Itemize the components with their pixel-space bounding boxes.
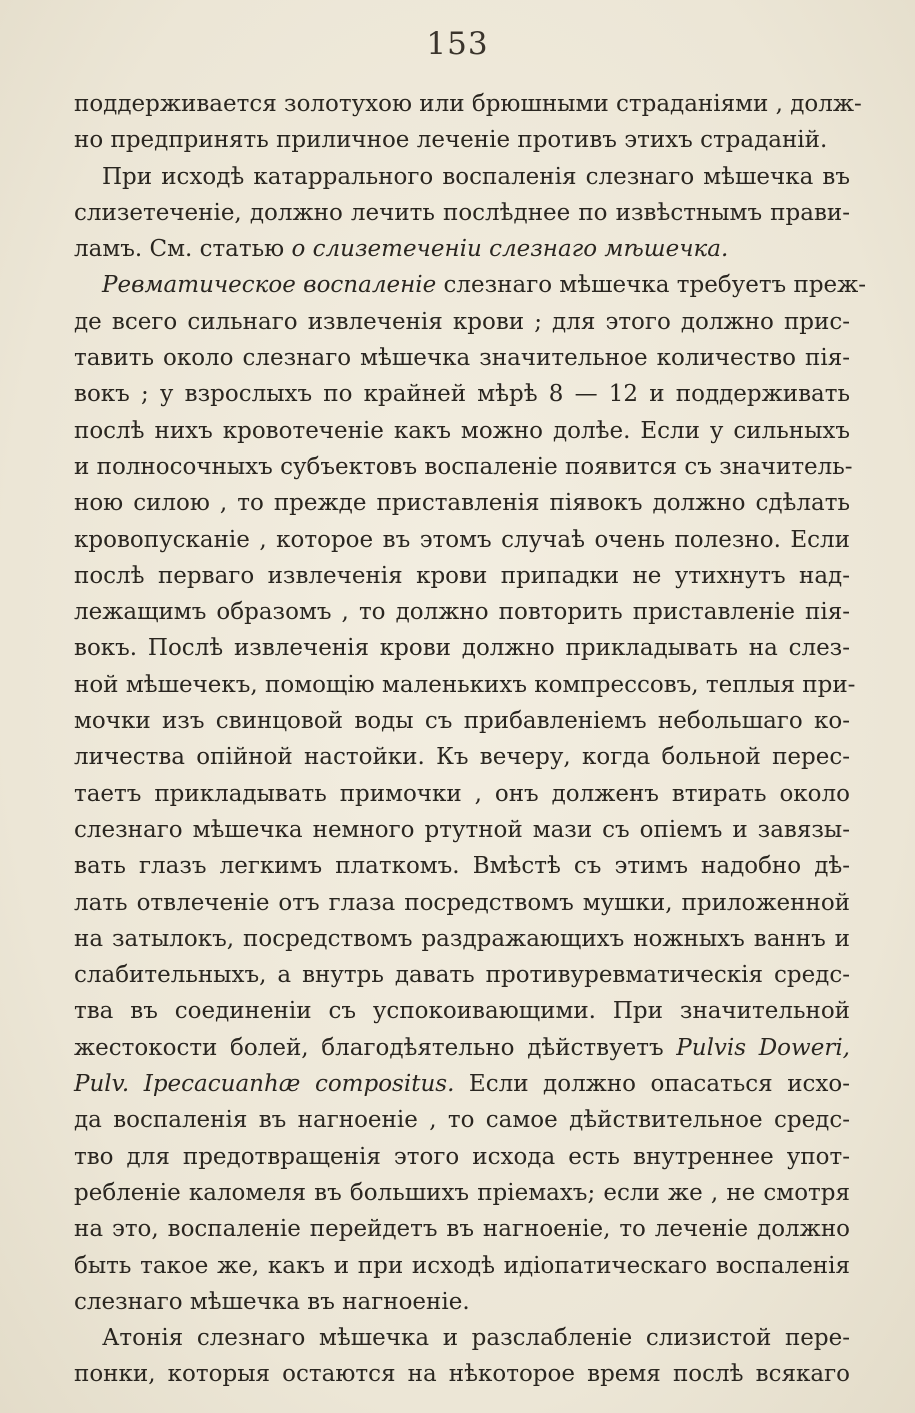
text-line xyxy=(74,1175,850,1211)
text-run: вокъ. Послѣ извлеченія крови должно прикладывать на слез- xyxy=(74,635,850,662)
text-line xyxy=(74,376,850,412)
text-run: жестокости болей, благодѣятельно дѣйствуетъ xyxy=(74,1034,664,1061)
text-line xyxy=(74,340,850,376)
italic-run: Ревматическое воспаленіе xyxy=(102,272,437,299)
text-line xyxy=(74,267,867,303)
text-run: Атонія слезнаго мѣшечка и разслабленіе слизистой пере- xyxy=(102,1325,850,1352)
text-run: на затылокъ, посредствомъ раздражающихъ ножныхъ ваннъ и xyxy=(74,925,850,952)
text-line xyxy=(74,413,850,449)
text-line xyxy=(74,921,850,957)
text-run: ною силою , то прежде приставленія піявокъ должно сдѣлать xyxy=(74,490,850,517)
text-line xyxy=(74,739,850,775)
text-run: и полносочныхъ субъектовъ воспаленіе появится съ значитель- xyxy=(74,453,853,480)
text-run: на это, воспаленіе перейдетъ въ нагноеніе, то леченіе должно xyxy=(74,1216,850,1243)
text-run: слабительныхъ, а внутрь давать противуревматическія средс- xyxy=(74,962,850,989)
text-line xyxy=(74,776,850,812)
text-line xyxy=(74,594,850,630)
text-run: понки, которыя остаются на нѣкоторое время послѣ всякаго xyxy=(74,1361,850,1388)
text-line xyxy=(74,304,850,340)
text-run: ной мѣшечекъ, помощію маленькихъ компрессовъ, теплыя при- xyxy=(74,671,856,698)
text-run: слезнаго мѣшечка требуетъ преж- xyxy=(436,272,867,299)
text-run: таетъ прикладывать примочки , онъ долженъ втирать около xyxy=(74,780,850,807)
text-line xyxy=(74,485,850,521)
text-line xyxy=(74,522,850,558)
text-line xyxy=(74,848,850,884)
text-line xyxy=(74,1102,850,1138)
italic-run: Pulv. Ipecacuanhæ compositus. xyxy=(74,1071,455,1098)
text-run: ламъ. См. статью xyxy=(74,236,285,263)
text-line xyxy=(74,630,850,666)
text-run: да воспаленія въ нагноеніе , то самое дѣйствительное средс- xyxy=(74,1107,850,1134)
text-run: лежащимъ образомъ , то должно повторить приставленіе пія- xyxy=(74,599,850,626)
text-run: послѣ нихъ кровотеченіе какъ можно долѣе. Если у сильныхъ xyxy=(74,417,850,444)
text-line xyxy=(74,1320,850,1356)
text-line xyxy=(74,1248,850,1284)
text-run: послѣ перваго извлеченія крови припадки не утихнутъ над- xyxy=(74,562,850,589)
text-line xyxy=(74,449,853,485)
italic-run: о слизетеченіи слезнаго мѣшечка. xyxy=(291,236,729,263)
text-run: слизетеченіе, должно лечить послѣднее по извѣстнымъ прави- xyxy=(74,199,850,226)
text-line xyxy=(74,1356,850,1392)
text-run: тавить около слезнаго мѣшечка значительное количество пія- xyxy=(74,345,850,372)
text-line xyxy=(74,993,850,1029)
text-run: Если должно опасаться исхо- xyxy=(454,1071,850,1098)
text-run: При исходѣ катаррального воспаленія слезнаго мѣшечка въ xyxy=(102,163,850,190)
text-run: но предпринять приличное леченіе противъ этихъ страданій. xyxy=(74,127,828,154)
text-line xyxy=(74,812,850,848)
text-line xyxy=(74,558,850,594)
text-run: быть такое же, какъ и при исходѣ идіопатическаго воспаленія xyxy=(74,1252,850,1279)
text-run: кровопусканіе , которое въ этомъ случаѣ очень полезно. Если xyxy=(74,526,850,553)
text-run: вать глазъ легкимъ платкомъ. Вмѣстѣ съ этимъ надобно дѣ- xyxy=(74,853,850,880)
body-text xyxy=(74,86,867,1393)
text-run: слезнаго мѣшечка въ нагноеніе. xyxy=(74,1288,470,1315)
text-line xyxy=(74,122,850,158)
text-line xyxy=(74,195,850,231)
text-line xyxy=(74,86,862,122)
text-line xyxy=(74,957,850,993)
text-run: де всего сильнаго извлеченія крови ; для этого должно прис- xyxy=(74,308,850,335)
text-line xyxy=(74,231,850,267)
text-line xyxy=(74,159,850,195)
text-run: лать отвлеченіе отъ глаза посредствомъ мушки, приложенной xyxy=(74,889,850,916)
text-run: тва въ соединеніи съ успокоивающими. При значительной xyxy=(74,998,850,1025)
text-run: вокъ ; у взрослыхъ по крайней мѣрѣ 8 — 12 и поддерживать xyxy=(74,381,850,408)
text-line xyxy=(74,1139,850,1175)
text-line xyxy=(74,1284,850,1320)
text-run: слезнаго мѣшечка немного ртутной мази съ опіемъ и завязы- xyxy=(74,816,850,843)
text-line xyxy=(74,667,856,703)
text-run: личества опійной настойки. Къ вечеру, когда больной перес- xyxy=(74,744,850,771)
text-run: мочки изъ свинцовой воды съ прибавленіемъ небольшаго ко- xyxy=(74,708,850,735)
text-line xyxy=(74,885,850,921)
text-run: ребленіе каломеля въ большихъ пріемахъ; если же , не смотря xyxy=(74,1179,850,1206)
text-line xyxy=(74,703,850,739)
text-line xyxy=(74,1066,850,1102)
text-line xyxy=(74,1211,850,1247)
text-line xyxy=(74,1030,850,1066)
text-run: тво для предотвращенія этого исхода есть внутреннее упот- xyxy=(74,1143,850,1170)
text-run: поддерживается золотухою или брюшными страданіями , долж- xyxy=(74,91,862,117)
italic-run: Pulvis Doweri, xyxy=(676,1034,850,1061)
page-number: 153 xyxy=(426,26,489,62)
